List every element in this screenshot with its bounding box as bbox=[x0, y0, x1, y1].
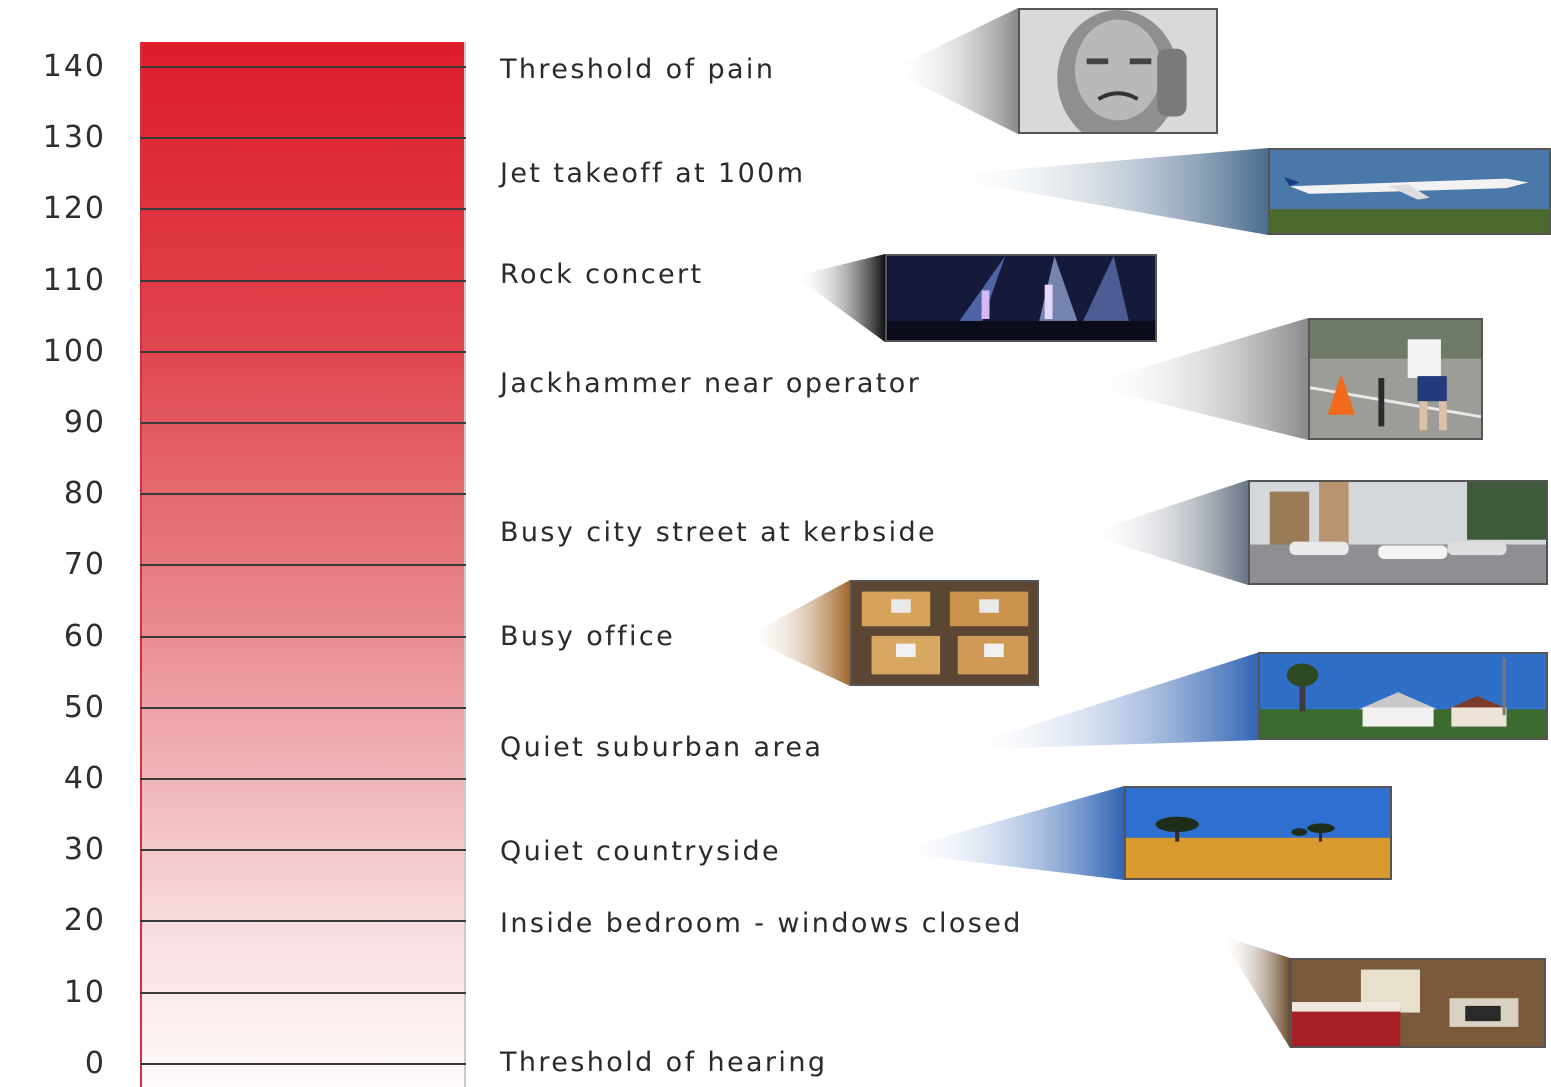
level-label-jackhammer: Jackhammer near operator bbox=[500, 368, 922, 399]
level-label-busy-office: Busy office bbox=[500, 621, 676, 652]
level-label-threshold-of-pain: Threshold of pain bbox=[500, 54, 776, 85]
scale-tick-label: 20 bbox=[63, 903, 106, 939]
callout-wedge-office bbox=[745, 580, 850, 686]
callout-wedge-bedroom bbox=[1220, 935, 1290, 1048]
suburban-houses-icon bbox=[1258, 652, 1548, 740]
callout-wedge-street bbox=[1085, 480, 1248, 585]
scale-tick-label: 130 bbox=[42, 120, 106, 156]
level-label-quiet-countryside: Quiet countryside bbox=[500, 836, 782, 867]
level-label-threshold-of-hearing: Threshold of hearing bbox=[500, 1047, 828, 1078]
level-label-quiet-suburban: Quiet suburban area bbox=[500, 732, 824, 763]
countryside-trees-icon bbox=[1124, 786, 1392, 880]
scale-tick-label: 40 bbox=[63, 761, 106, 796]
scale-tick-label: 50 bbox=[63, 689, 106, 725]
callout-wedge-pain bbox=[890, 8, 1018, 134]
jet-airplane-icon bbox=[1268, 148, 1551, 235]
city-street-traffic-icon bbox=[1248, 480, 1548, 585]
callout-wedge-jet bbox=[935, 148, 1268, 235]
office-desks-icon bbox=[850, 580, 1039, 686]
scale-tick-label: 60 bbox=[63, 618, 106, 654]
scale-tick-label: 110 bbox=[42, 262, 106, 298]
scale-tick-label: 80 bbox=[63, 476, 106, 512]
scale-tick-label: 30 bbox=[63, 832, 106, 868]
level-label-bedroom: Inside bedroom - windows closed bbox=[500, 908, 1023, 939]
jackhammer-worker-icon bbox=[1308, 318, 1483, 440]
elderly-man-holding-ear-icon bbox=[1018, 8, 1218, 134]
level-label-busy-street: Busy city street at kerbside bbox=[500, 517, 938, 548]
concert-stage-icon bbox=[885, 254, 1157, 342]
level-label-jet-takeoff: Jet takeoff at 100m bbox=[500, 158, 806, 189]
scale-tick-label: 100 bbox=[42, 333, 106, 369]
scale-tick-label: 90 bbox=[63, 405, 106, 440]
scale-tick-label: 0 bbox=[84, 1045, 106, 1081]
bedroom-icon bbox=[1290, 958, 1546, 1048]
scale-tick-label: 140 bbox=[42, 49, 106, 84]
scale-tick-label: 120 bbox=[42, 191, 106, 227]
level-label-rock-concert: Rock concert bbox=[500, 259, 704, 290]
callout-wedge-rock bbox=[795, 254, 885, 342]
scale-tick-label: 70 bbox=[63, 547, 106, 583]
scale-tick-label: 10 bbox=[63, 974, 106, 1010]
callout-wedge-countryside bbox=[890, 786, 1124, 880]
